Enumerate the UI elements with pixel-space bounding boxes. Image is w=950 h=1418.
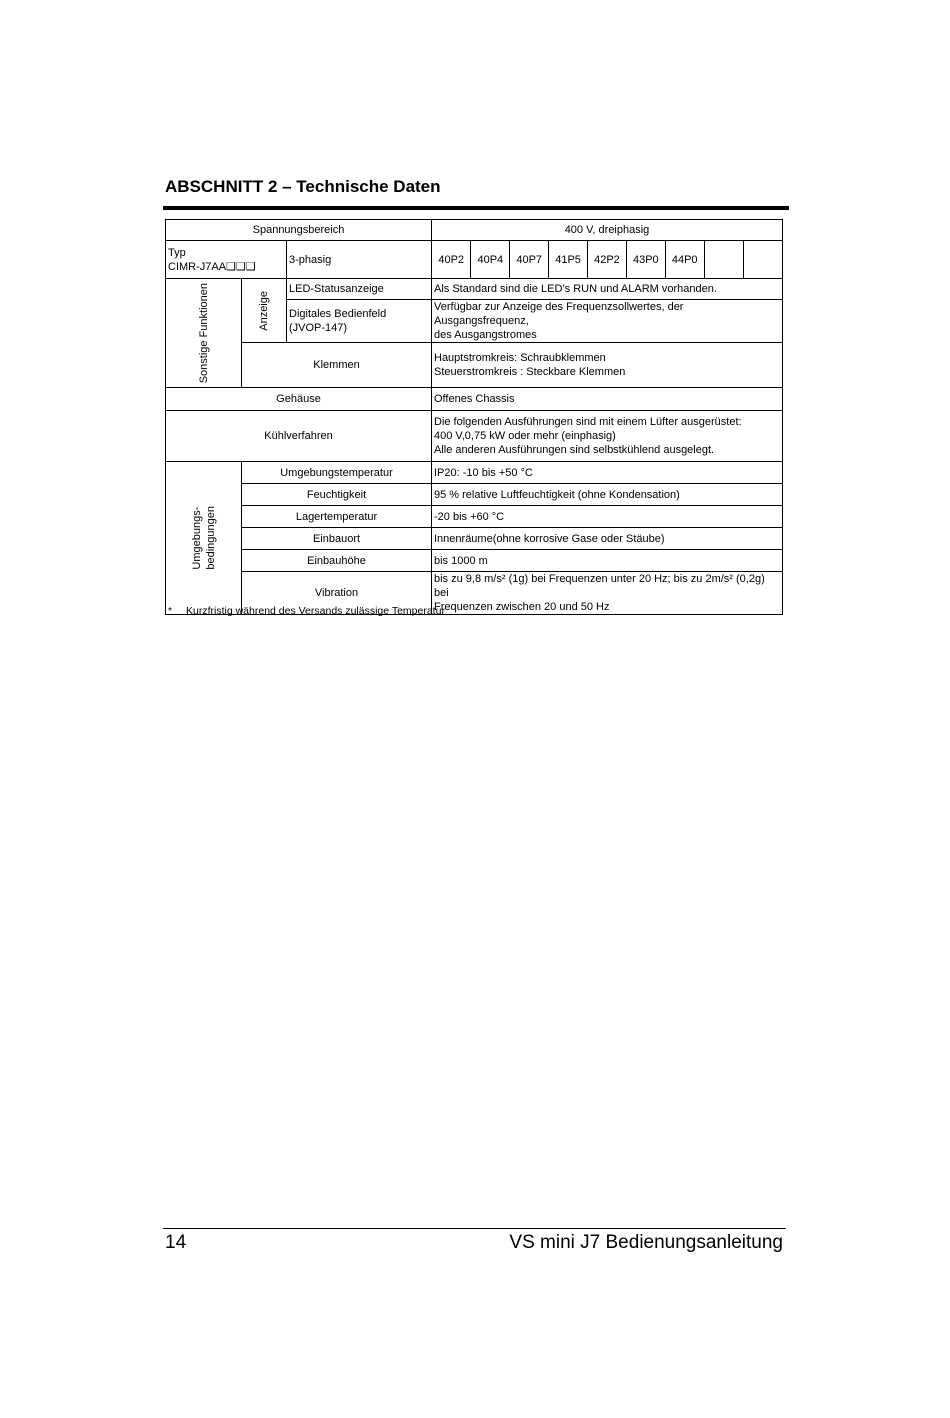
model-cell: 42P2 xyxy=(588,241,627,278)
type-label: Typ xyxy=(168,246,186,259)
other-functions-cell xyxy=(166,279,242,388)
vibration-value-line: bis zu 9,8 m/s² (1g) bei Frequenzen unter 20 Hz; bis zu 2m/s² (0,2g) bei xyxy=(434,573,765,599)
model-cell: 44P0 xyxy=(665,241,704,278)
cooling-value-line: 400 V,0,75 kW oder mehr (einphasig) xyxy=(434,430,616,442)
environment-label-line: bedingungen xyxy=(204,506,217,570)
footnote-mark: * xyxy=(168,605,173,617)
display-cell xyxy=(242,279,287,343)
humidity-label: Feuchtigkeit xyxy=(242,484,432,506)
cooling-value-line: Die folgenden Ausführungen sind mit einem Lüfter ausgerüstet: xyxy=(434,416,742,428)
model-cell: 41P5 xyxy=(549,241,588,278)
location-value: Innenräume(ohne korrosive Gase oder Stäube) xyxy=(432,528,783,550)
page-number: 14 xyxy=(165,1232,187,1253)
model-cell: 40P2 xyxy=(438,253,465,266)
footnote xyxy=(168,605,445,617)
vibration-value-line: Frequenzen zwischen 20 und 50 Hz xyxy=(434,601,610,613)
panel-label-line: Digitales Bedienfeld xyxy=(289,308,387,320)
environment-label xyxy=(190,506,218,570)
led-value: Als Standard sind die LED’s RUN und ALARM vorhanden. xyxy=(432,279,783,300)
location-label: Einbauort xyxy=(242,528,432,550)
led-label: LED-Statusanzeige xyxy=(287,279,432,300)
cooling-value xyxy=(432,411,783,462)
vibration-label: Vibration xyxy=(242,572,432,615)
panel-label xyxy=(287,300,432,343)
terminals-value-line: Hauptstromkreis: Schraubklemmen xyxy=(434,352,606,364)
environment-label-line: Umgebungs- xyxy=(190,506,203,570)
panel-value-line: Verfügbar zur Anzeige des Frequenzsollwertes, der Ausgangsfrequenz, xyxy=(434,301,684,327)
footnote-text: Kurzfristig während des Versands zulässige Temperatur xyxy=(186,605,445,617)
voltage-range-value: 400 V, dreiphasig xyxy=(432,220,783,241)
terminals-label: Klemmen xyxy=(242,343,432,388)
type-code: CIMR-J7AA❑❑❑ xyxy=(168,260,256,273)
model-cell xyxy=(704,241,743,278)
title-rule xyxy=(163,206,789,210)
spec-table xyxy=(165,219,783,615)
ambient-temp-value: IP20: -10 bis +50 °C xyxy=(432,462,783,484)
section-title: ABSCHNITT 2 – Technische Daten xyxy=(165,177,441,196)
ambient-temp-label: Umgebungstemperatur xyxy=(242,462,432,484)
storage-temp-label: Lagertemperatur xyxy=(242,506,432,528)
manual-title: VS mini J7 Bedienungsanleitung xyxy=(509,1232,783,1253)
model-row xyxy=(432,241,783,279)
cooling-value-line: Alle anderen Ausführungen sind selbstkühlend ausgelegt. xyxy=(434,444,715,456)
environment-cell xyxy=(166,462,242,615)
terminals-value-line: Steuerstromkreis : Steckbare Klemmen xyxy=(434,366,626,378)
model-cell xyxy=(743,241,782,278)
cooling-label: Kühlverfahren xyxy=(166,411,432,462)
footer-rule xyxy=(163,1228,786,1229)
display-label: Anzeige xyxy=(258,290,270,331)
model-cell: 40P4 xyxy=(471,241,510,278)
altitude-value: bis 1000 m xyxy=(432,550,783,572)
storage-temp-value: -20 bis +60 °C xyxy=(432,506,783,528)
voltage-range-label: Spannungsbereich xyxy=(166,220,432,241)
humidity-value: 95 % relative Luftfeuchtigkeit (ohne Kondensation) xyxy=(432,484,783,506)
model-cell: 40P7 xyxy=(510,241,549,278)
housing-value: Offenes Chassis xyxy=(432,388,783,411)
panel-value xyxy=(432,300,783,343)
model-cell: 43P0 xyxy=(626,241,665,278)
altitude-label: Einbauhöhe xyxy=(242,550,432,572)
vibration-value xyxy=(432,572,783,615)
panel-value-line: des Ausgangstromes xyxy=(434,329,537,341)
other-functions-label: Sonstige Funktionen xyxy=(197,282,210,384)
phase-label: 3-phasig xyxy=(287,241,432,279)
panel-label-line: (JVOP-147) xyxy=(289,322,348,334)
housing-label: Gehäuse xyxy=(166,388,432,411)
type-cell xyxy=(166,241,287,279)
terminals-value xyxy=(432,343,783,388)
